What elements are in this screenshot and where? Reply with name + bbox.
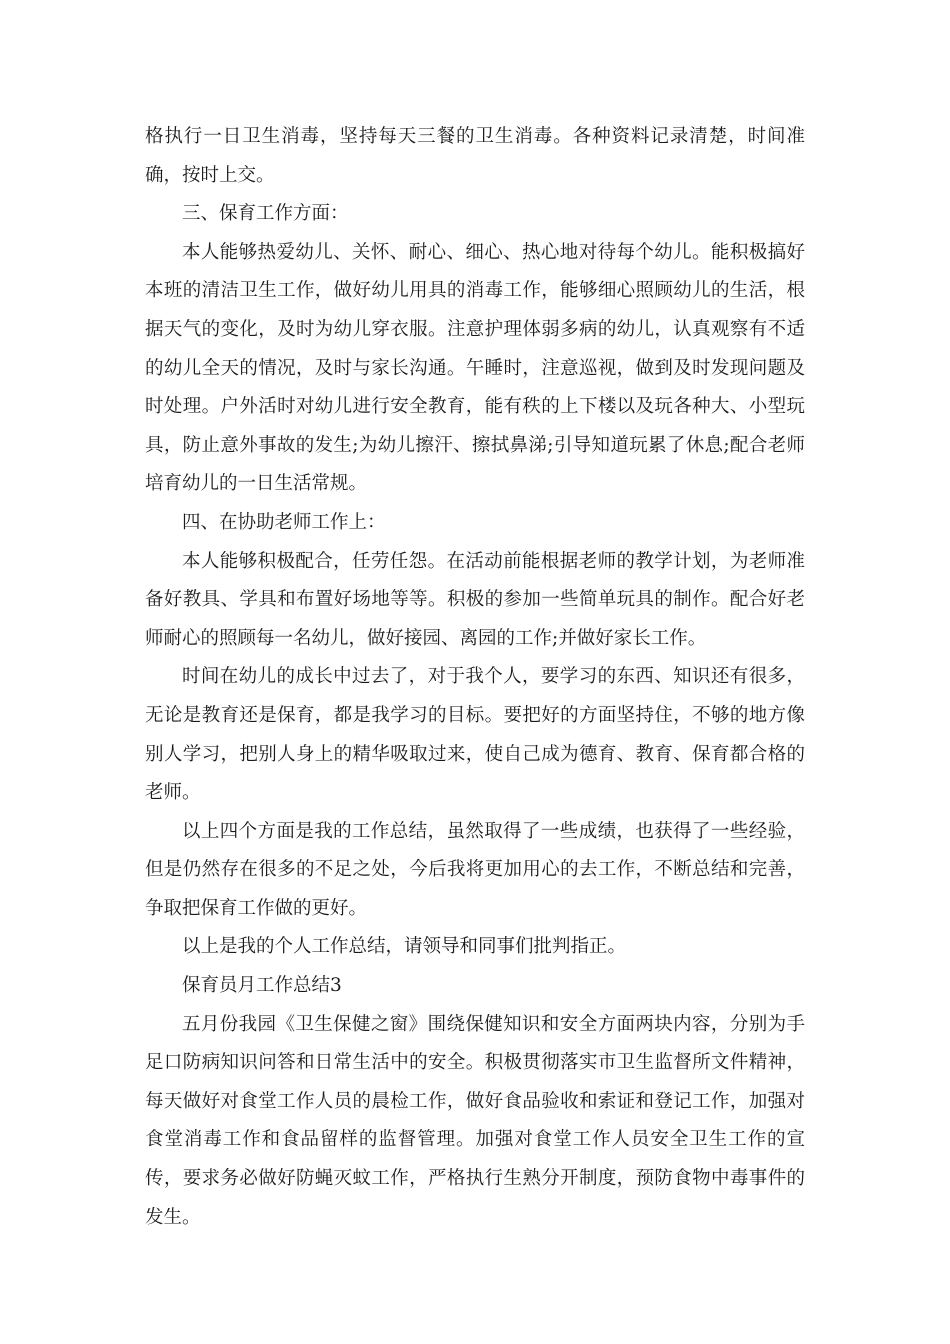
paragraph-assist-teacher: 本人能够积极配合，任劳任怨。在活动前能根据老师的教学计划，为老师准备好教具、学具和布置好场地等等。积极的参加一些简单玩具的制作。配合好老师耐心的照顾每一名幼儿，做好接园、离园的工作;并做好家长工作。 bbox=[145, 550, 805, 649]
paragraph-closing: 以上是我的个人工作总结，请领导和同事们批判指正。 bbox=[182, 936, 627, 958]
paragraph-learning: 时间在幼儿的成长中过去了，对于我个人，要学习的东西、知识还有很多，无论是教育还是保育，都是我学习的目标。要把好的方面坚持住，不够的地方像别人学习，把别人身上的精华吸取过来，使自己成为德育、教育、保育都合格的老师。 bbox=[145, 666, 805, 804]
document-body bbox=[145, 118, 805, 1237]
paragraph-childcare: 本人能够热爱幼儿、关怀、耐心、细心、热心地对待每个幼儿。能积极搞好本班的清洁卫生工作，做好幼儿用具的消毒工作，能够细心照顾幼儿的生活，根据天气的变化，及时为幼儿穿衣服。注意护理体弱多病的幼儿，认真观察有不适的幼儿全天的情况，及时与家长沟通。午睡时，注意巡视，做到及时发现问题及时处理。户外活时对幼儿进行安全教育，能有秩的上下楼以及玩各种大、小型玩具，防止意外事故的发生;为幼儿擦汗、擦拭鼻涕;引导知道玩累了休息;配合老师培育幼儿的一日生活常规。 bbox=[145, 241, 805, 495]
paragraph-continuation: 格执行一日卫生消毒，坚持每天三餐的卫生消毒。各种资料记录清楚，时间准确，按时上交。 bbox=[145, 126, 805, 186]
section-heading-assist-teacher: 四、在协助老师工作上： bbox=[182, 511, 386, 533]
section-title-summary-3: 保育员月工作总结3 bbox=[182, 975, 342, 997]
paragraph-health-window: 五月份我园《卫生保健之窗》围绕保健知识和安全方面两块内容，分别为手足口防病知识问答和日常生活中的安全。积极贯彻落实市卫生监督所文件精神，每天做好对食堂工作人员的晨检工作，做好食品验收和索证和登记工作，加强对食堂消毒工作和食品留样的监督管理。加强对食堂工作人员安全卫生工作的宣传，要求务必做好防蝇灭蚊工作，严格执行生熟分开制度，预防食物中毒事件的发生。 bbox=[145, 1013, 805, 1228]
paragraph-summary: 以上四个方面是我的工作总结，虽然取得了一些成绩，也获得了一些经验，但是仍然存在很多的不足之处，今后我将更加用心的去工作，不断总结和完善，争取把保育工作做的更好。 bbox=[145, 820, 805, 919]
section-heading-childcare: 三、保育工作方面： bbox=[182, 203, 349, 225]
